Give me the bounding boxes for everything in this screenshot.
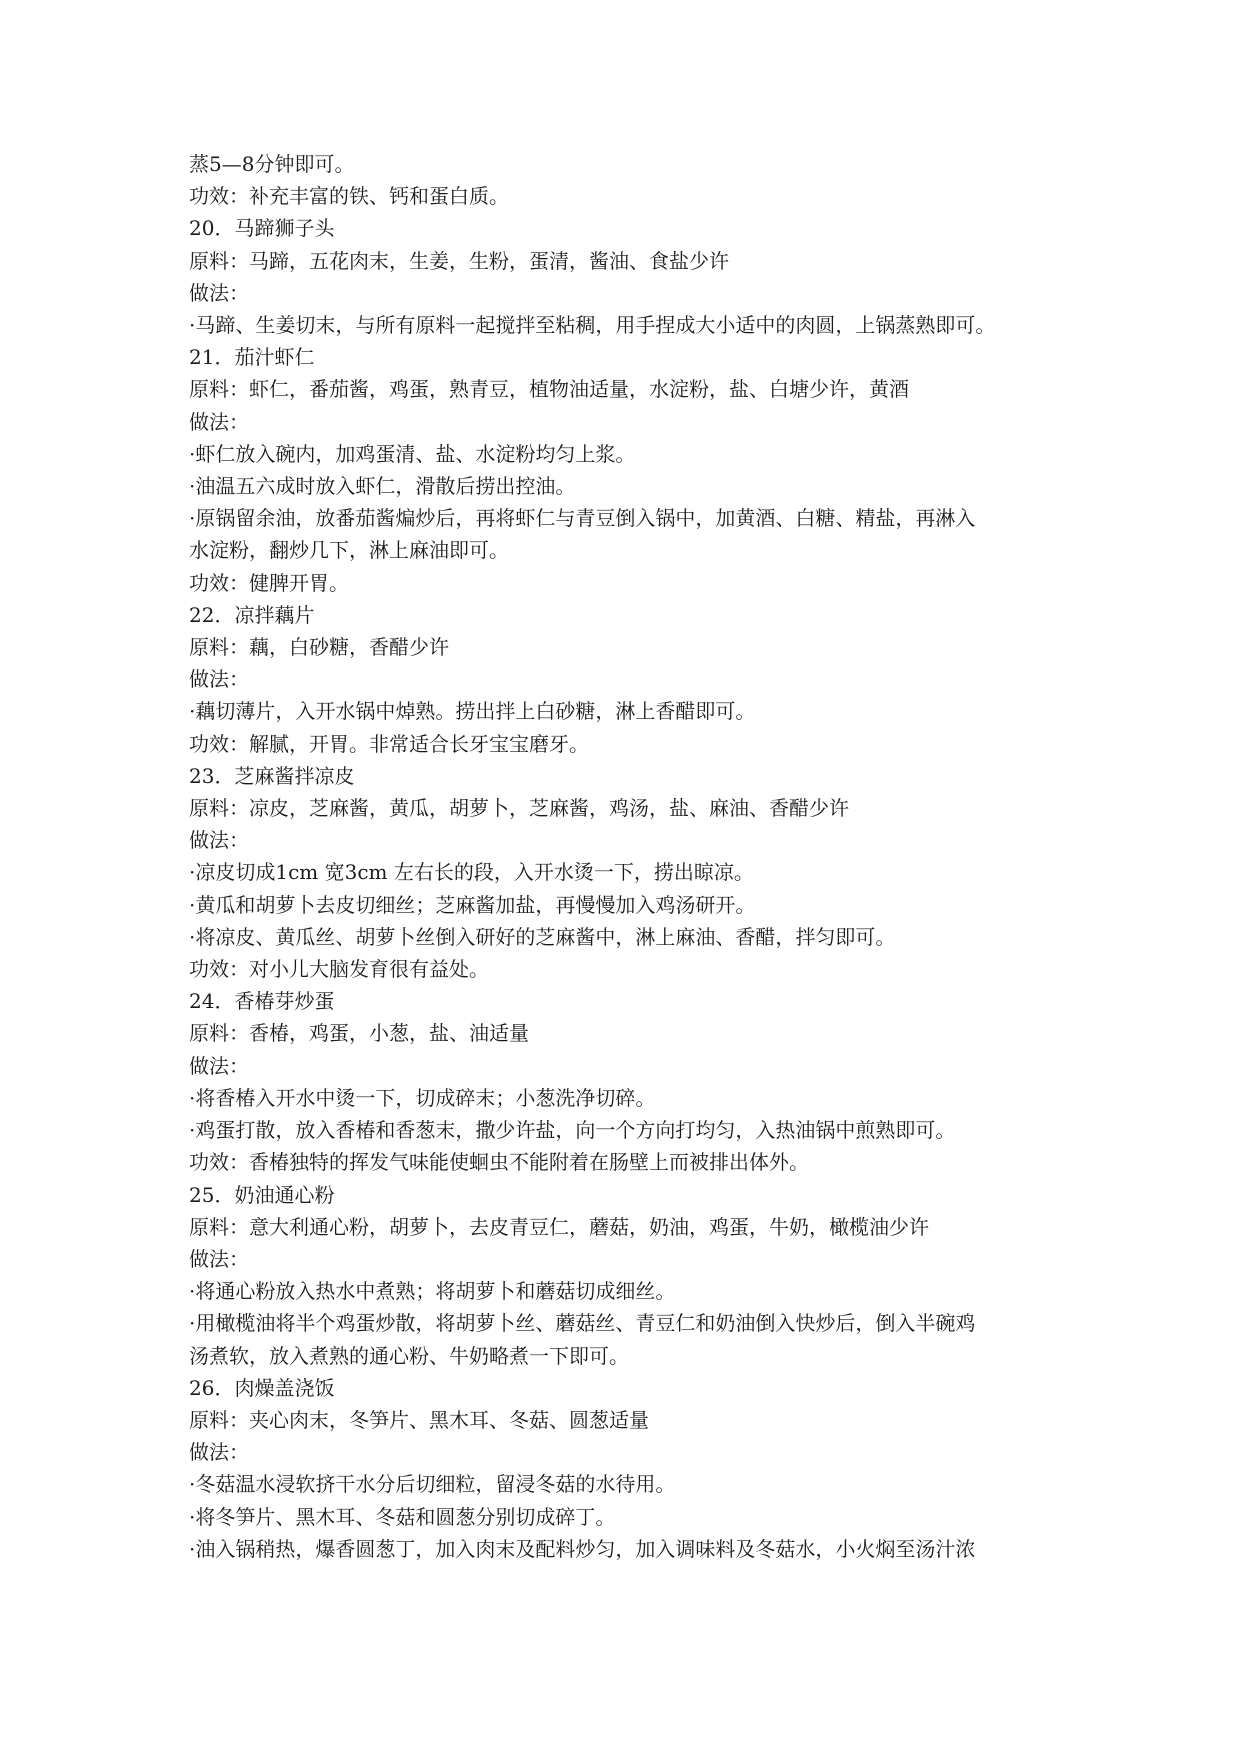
text-line: ·原锅留余油，放番茄酱煸炒后，再将虾仁与青豆倒入锅中，加黄酒、白糖、精盐，再淋入 xyxy=(189,506,976,531)
text-line: 做法： xyxy=(189,1053,249,1078)
text-line: ·将冬笋片、黑木耳、冬菇和圆葱分别切成碎丁。 xyxy=(189,1504,616,1529)
text-line: 蒸5—8分钟即可。 xyxy=(189,152,355,176)
text-line: 做法： xyxy=(189,409,249,434)
text-line: ·油入锅稍热，爆香圆葱丁，加入肉末及配料炒匀，加入调味料及冬菇水，小火焖至汤汁浓 xyxy=(189,1536,976,1561)
text-line: ·马蹄、生姜切末，与所有原料一起搅拌至粘稠，用手捏成大小适中的肉圆，上锅蒸熟即可。 xyxy=(189,313,996,338)
text-line: 做法： xyxy=(189,667,249,692)
text-line: 23．芝麻酱拌凉皮 xyxy=(189,763,355,788)
text-line: 水淀粉，翻炒几下，淋上麻油即可。 xyxy=(189,538,509,563)
text-line: ·凉皮切成1cm 宽3cm 左右长的段，入开水烫一下，捞出晾凉。 xyxy=(189,860,754,885)
text-line: 做法： xyxy=(189,1246,249,1271)
text-line: ·将香椿入开水中烫一下，切成碎末；小葱洗净切碎。 xyxy=(189,1085,656,1110)
text-line: 功效：香椿独特的挥发气味能使蛔虫不能附着在肠壁上而被排出体外。 xyxy=(189,1150,809,1175)
text-line: 功效：健脾开胃。 xyxy=(189,570,349,595)
text-line: 原料：香椿，鸡蛋，小葱，盐、油适量 xyxy=(189,1021,529,1046)
text-line: ·虾仁放入碗内，加鸡蛋清、盐、水淀粉均匀上浆。 xyxy=(189,441,636,466)
text-line: ·鸡蛋打散，放入香椿和香葱末，撒少许盐，向一个方向打均匀，入热油锅中煎熟即可。 xyxy=(189,1118,956,1143)
text-line: ·用橄榄油将半个鸡蛋炒散，将胡萝卜丝、蘑菇丝、青豆仁和奶油倒入快炒后，倒入半碗鸡 xyxy=(189,1311,976,1336)
text-line: 功效：补充丰富的铁、钙和蛋白质。 xyxy=(189,184,509,209)
text-line: 原料：凉皮，芝麻酱，黄瓜，胡萝卜，芝麻酱，鸡汤，盐、麻油、香醋少许 xyxy=(189,796,849,821)
text-line: ·将通心粉放入热水中煮熟；将胡萝卜和蘑菇切成细丝。 xyxy=(189,1279,676,1304)
text-line: 做法： xyxy=(189,280,249,305)
text-line: ·黄瓜和胡萝卜去皮切细丝；芝麻酱加盐，再慢慢加入鸡汤研开。 xyxy=(189,892,756,917)
text-line: 做法： xyxy=(189,1440,249,1465)
text-line: 汤煮软，放入煮熟的通心粉、牛奶略煮一下即可。 xyxy=(189,1343,629,1368)
text-line: 21．茄汁虾仁 xyxy=(189,345,315,370)
text-line: ·将凉皮、黄瓜丝、胡萝卜丝倒入研好的芝麻酱中，淋上麻油、香醋，拌匀即可。 xyxy=(189,924,896,949)
text-line: 原料：虾仁，番茄酱，鸡蛋，熟青豆，植物油适量，水淀粉，盐、白塘少许，黄酒 xyxy=(189,377,909,402)
document-page xyxy=(189,148,1069,1565)
text-line: 26．肉燥盖浇饭 xyxy=(189,1375,335,1400)
text-line: 做法： xyxy=(189,828,249,853)
text-line: 20．马蹄狮子头 xyxy=(189,216,335,241)
text-line: 原料：藕，白砂糖，香醋少许 xyxy=(189,635,449,660)
text-line: 功效：解腻，开胃。非常适合长牙宝宝磨牙。 xyxy=(189,731,589,756)
text-line: 功效：对小儿大脑发育很有益处。 xyxy=(189,957,489,982)
text-line: 22．凉拌藕片 xyxy=(189,602,315,627)
text-line: ·油温五六成时放入虾仁，滑散后捞出控油。 xyxy=(189,474,576,499)
text-line: ·藕切薄片，入开水锅中焯熟。捞出拌上白砂糖，淋上香醋即可。 xyxy=(189,699,756,724)
text-line: 25．奶油通心粉 xyxy=(189,1182,335,1207)
text-line: 原料：马蹄，五花肉末，生姜，生粉，蛋清，酱油、食盐少许 xyxy=(189,248,729,273)
text-line: 原料：意大利通心粉，胡萝卜，去皮青豆仁，蘑菇，奶油，鸡蛋，牛奶，橄榄油少许 xyxy=(189,1214,929,1239)
text-line: ·冬菇温水浸软挤干水分后切细粒，留浸冬菇的水待用。 xyxy=(189,1472,676,1497)
text-line: 24．香椿芽炒蛋 xyxy=(189,989,335,1014)
text-line: 原料：夹心肉末，冬笋片、黑木耳、冬菇、圆葱适量 xyxy=(189,1407,649,1432)
